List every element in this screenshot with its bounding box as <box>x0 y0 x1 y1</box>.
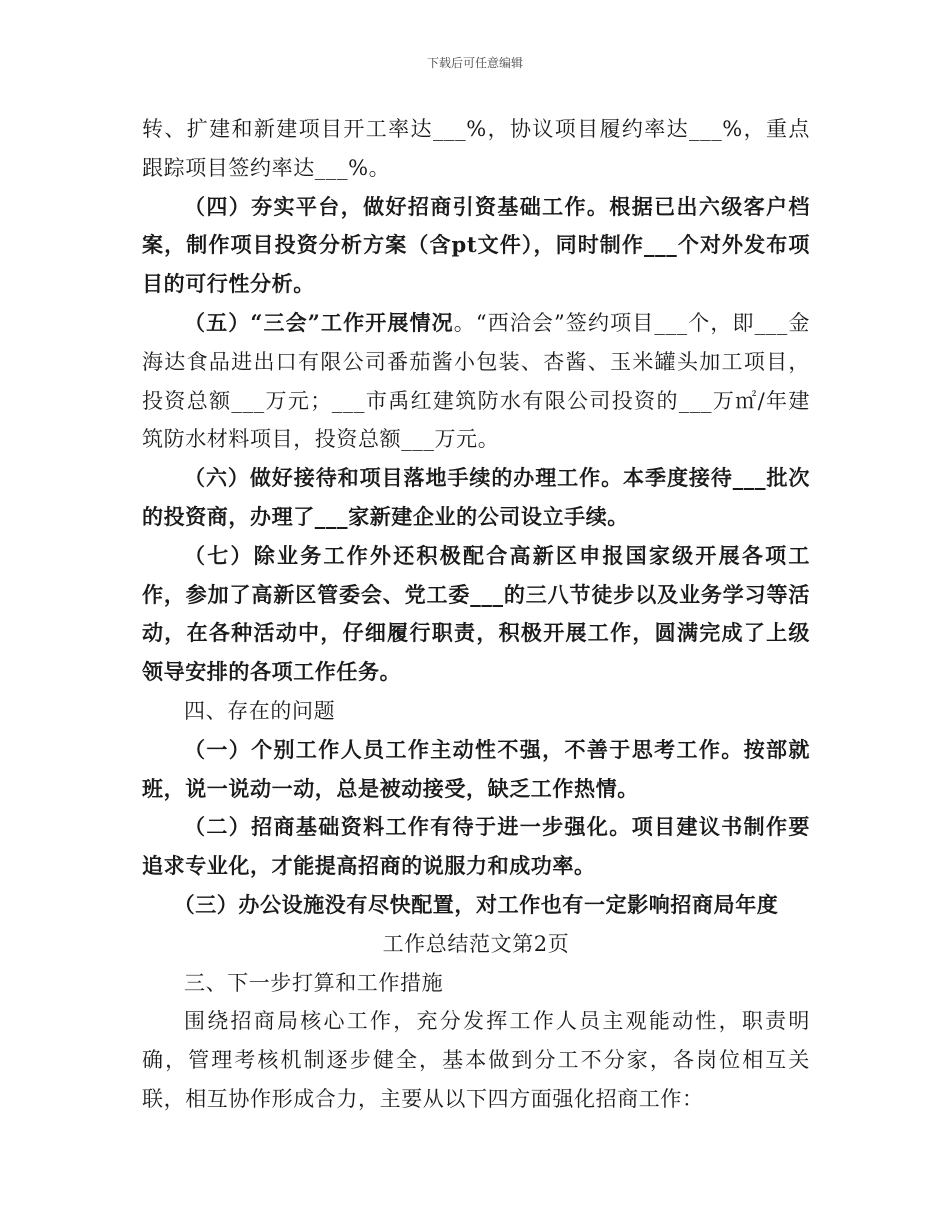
paragraph-problem-2: （二）招商基础资料工作有待于进一步强化。项目建议书制作要追求专业化，才能提高招商的说服力和成功率。 <box>142 814 810 879</box>
paragraph-section-6: （六）做好接待和项目落地手续的办理工作。本季度接待___批次的投资商，办理了___家新建企业的公司设立手续。 <box>142 465 810 529</box>
paragraph-section-7: （七）除业务工作外还积极配合高新区申报国家级开展各项工作，参加了高新区管委会、党工委___的三八节徒步以及业务学习等活动，在各种活动中，仔细履行职责，积极开展工作，圆满完成了上级领导安排的各项工作任务。 <box>142 542 810 685</box>
paragraph-completion-rates: 转、扩建和新建项目开工率达___%，协议项目履约率达___%，重点跟踪项目签约率达___%。 <box>142 117 810 180</box>
paragraph-problem-3-line1: （三）办公设施没有尽快配置，对工作也有一定影响招商局年度 <box>173 891 779 917</box>
document-body <box>142 110 810 1119</box>
section-5-heading: （五）“三会”工作开展情况 <box>184 309 454 335</box>
heading-next-steps: 三、下一步打算和工作措施 <box>184 970 444 995</box>
paragraph-next-steps: 围绕招商局核心工作，充分发挥工作人员主观能动性，职责明确，管理考核机制逐步健全，基本做到分工不分家，各岗位相互关联，相互协作形成合力，主要从以下四方面强化招商工作： <box>142 1009 810 1111</box>
paragraph-section-5 <box>142 304 810 459</box>
paragraph-section-4: （四）夯实平台，做好招商引资基础工作。根据已出六级客户档案，制作项目投资分析方案（含pt文件），同时制作___个对外发布项目的可行性分析。 <box>142 193 810 297</box>
heading-existing-problems: 四、存在的问题 <box>184 698 336 723</box>
section-5-body: 。“西洽会”签约项目___个，即___金海达食品进出口有限公司番茄酱小包装、杏酱、玉米罐头加工项目，投资总额___万元；___市禹红建筑防水有限公司投资的___万㎡/年建筑防水材料项目，投资总额___万元。 <box>142 310 810 452</box>
page-header: 下载后可任意编辑 <box>426 56 523 70</box>
paragraph-problem-3-line2: 工作总结范文第2页 <box>382 931 570 956</box>
paragraph-problem-1: （一）个别工作人员工作主动性不强，不善于思考工作。按部就班，说一说动一动，总是被动接受，缺乏工作热情。 <box>142 736 810 801</box>
